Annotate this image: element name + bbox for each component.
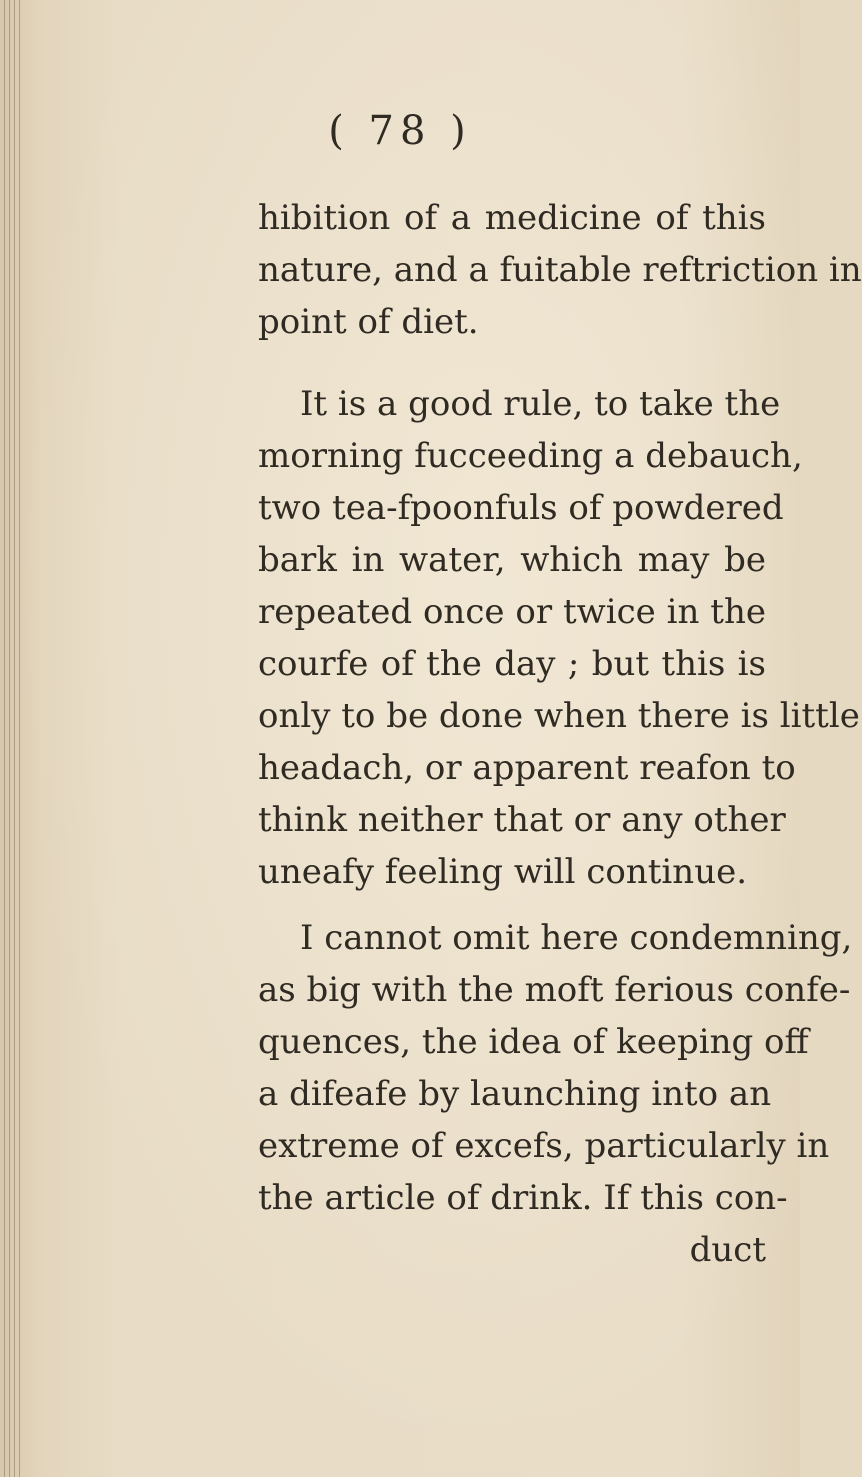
catchword: duct [689,1230,766,1270]
text-line: courfe of the day ; but this is [258,644,766,684]
text-line: think neither that or any other [258,800,786,840]
text-line: point of diet. [258,302,479,342]
page-number: ( 78 ) [328,108,472,154]
text-line: the article of drink. If this con- [258,1178,788,1218]
text-line: hibition of a medicine of this [258,198,766,238]
paragraph-1 [258,192,862,348]
text-line: only to be done when there is little [258,696,860,736]
text-line: bark in water, which may be [258,540,766,580]
text-line: a difeafe by launching into an [258,1074,772,1114]
text-line: nature, and a fuitable reftriction in [258,250,862,290]
text-line: I cannot omit here condemning, [300,918,853,958]
text-line: headach, or apparent reafon to [258,748,796,788]
text-line: quences, the idea of keeping off [258,1022,809,1062]
text-line: It is a good rule, to take the [300,384,781,424]
text-line: two tea-fpoonfuls of powdered [258,488,784,528]
text-line: as big with the moft ferious confe- [258,970,851,1010]
page-gutter [0,0,24,1477]
text-line: repeated once or twice in the [258,592,766,632]
text-line: uneafy feeling will continue. [258,852,748,892]
paragraph-2 [258,378,860,898]
text-line: morning fucceeding a debauch, [258,436,803,476]
paragraph-3 [258,912,853,1276]
text-line: extreme of excefs, particularly in [258,1126,830,1166]
